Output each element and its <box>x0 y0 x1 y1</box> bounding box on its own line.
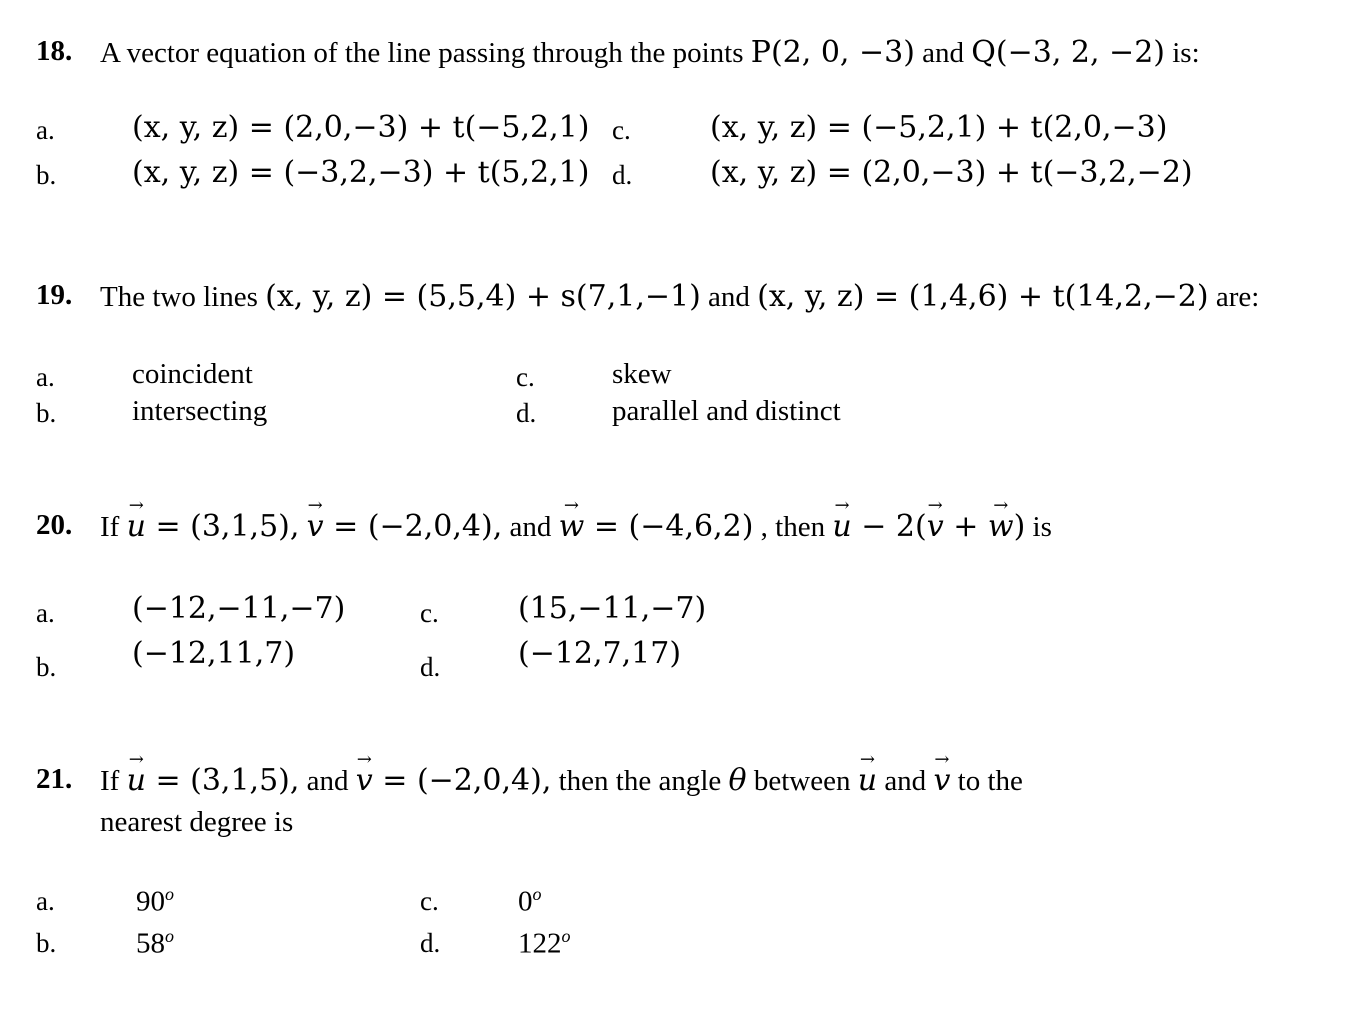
vector-w-def: = (−4,6,2) <box>593 509 754 544</box>
option-c-number: 0 <box>518 885 533 918</box>
question-prefix: The two lines <box>100 281 258 313</box>
question-number: 18. <box>36 35 73 67</box>
option-a-label: a. <box>36 886 55 916</box>
then-word: then <box>775 511 826 543</box>
question-number: 20. <box>36 509 73 541</box>
option-a-text: coincident <box>132 358 253 390</box>
line-2-expr: (x, y, z) = (1,4,6) + t(14,2,−2) <box>757 279 1209 314</box>
question-text-line-2: nearest degree is <box>100 806 294 838</box>
option-b-label: b. <box>36 928 57 958</box>
expr-plus: + <box>953 509 979 544</box>
and-word: and <box>708 281 750 313</box>
option-a-label: a. <box>36 362 55 392</box>
option-b-expr: (−12,11,7) <box>132 636 296 671</box>
question-text <box>100 509 1052 544</box>
option-b-number: 58 <box>136 927 165 960</box>
vector-w: → w <box>559 509 585 544</box>
option-c-value <box>518 884 541 919</box>
line-1-expr: (x, y, z) = (5,5,4) + s(7,1,−1) <box>265 279 701 314</box>
question-suffix: is: <box>1172 37 1200 69</box>
option-b-value <box>136 926 174 961</box>
vector-u-def: = (3,1,5), <box>155 509 300 544</box>
if-word: If <box>100 511 120 543</box>
point-p: P(2, 0, −3) <box>750 35 915 70</box>
option-c-text: skew <box>612 358 672 390</box>
vector-v-ref: → v <box>933 763 950 798</box>
option-b-label: b. <box>36 398 57 428</box>
comma: , <box>760 511 768 543</box>
point-q: Q(−3, 2, −2) <box>971 35 1165 70</box>
vector-v-def: = (−2,0,4), <box>333 509 503 544</box>
option-a-label: a. <box>36 115 55 145</box>
option-b-expr: (x, y, z) = (−3,2,−3) + t(5,2,1) <box>132 155 590 190</box>
vector-u: → u <box>127 509 146 544</box>
and-word: and <box>509 511 552 543</box>
question-prefix: A vector equation of the line passing through the points <box>100 37 744 69</box>
question-text <box>100 35 1200 70</box>
if-word: If <box>100 765 120 797</box>
option-a-label: a. <box>36 598 55 628</box>
option-d-expr: (−12,7,17) <box>518 636 682 671</box>
expr-vector-w: → w <box>988 509 1014 544</box>
option-d-label: d. <box>612 160 633 190</box>
degree-mark: o <box>165 926 174 946</box>
option-c-label: c. <box>612 115 631 145</box>
question-text-line-1 <box>100 763 1023 798</box>
between-word: between <box>753 765 851 797</box>
vector-v: → v <box>356 763 373 798</box>
option-b-label: b. <box>36 652 57 682</box>
option-d-number: 122 <box>518 927 562 960</box>
option-d-value <box>518 926 570 961</box>
option-d-label: d. <box>420 928 441 958</box>
degree-mark: o <box>532 884 542 904</box>
option-c-label: c. <box>516 362 535 392</box>
question-number: 21. <box>36 763 73 795</box>
expr-minus-two: − 2( <box>861 509 927 544</box>
option-b-text: intersecting <box>132 395 268 427</box>
option-c-label: c. <box>420 598 439 628</box>
option-c-label: c. <box>420 886 439 916</box>
option-a-number: 90 <box>136 885 165 918</box>
option-b-label: b. <box>36 160 57 190</box>
then-the-angle: then the angle <box>558 765 722 797</box>
vector-u: → u <box>127 763 146 798</box>
question-number: 19. <box>36 279 73 311</box>
to-the-words: to the <box>957 765 1023 797</box>
and-word: and <box>922 37 965 69</box>
is-word: is <box>1032 511 1052 543</box>
vector-v-def: = (−2,0,4), <box>382 763 552 798</box>
degree-mark: o <box>165 884 174 904</box>
and-word-2: and <box>884 765 927 797</box>
option-d-expr: (x, y, z) = (2,0,−3) + t(−3,2,−2) <box>710 155 1193 190</box>
vector-v: → v <box>307 509 324 544</box>
expr-vector-v: → v <box>927 509 944 544</box>
expr-vector-u: → u <box>832 509 851 544</box>
theta-symbol: θ <box>728 763 747 798</box>
option-c-expr: (x, y, z) = (−5,2,1) + t(2,0,−3) <box>710 110 1168 145</box>
option-d-label: d. <box>516 398 537 428</box>
expr-close: ) <box>1013 509 1026 544</box>
option-d-label: d. <box>420 652 441 682</box>
option-d-text: parallel and distinct <box>612 395 841 427</box>
option-a-expr: (x, y, z) = (2,0,−3) + t(−5,2,1) <box>132 110 590 145</box>
question-suffix: are: <box>1215 281 1260 313</box>
option-a-value <box>136 884 174 919</box>
and-word: and <box>306 765 349 797</box>
question-text <box>100 279 1259 314</box>
option-a-expr: (−12,−11,−7) <box>132 591 346 626</box>
option-c-expr: (15,−11,−7) <box>518 591 707 626</box>
vector-u-def: = (3,1,5), <box>155 763 300 798</box>
vector-u-ref: → u <box>858 763 877 798</box>
degree-mark: o <box>561 926 571 946</box>
